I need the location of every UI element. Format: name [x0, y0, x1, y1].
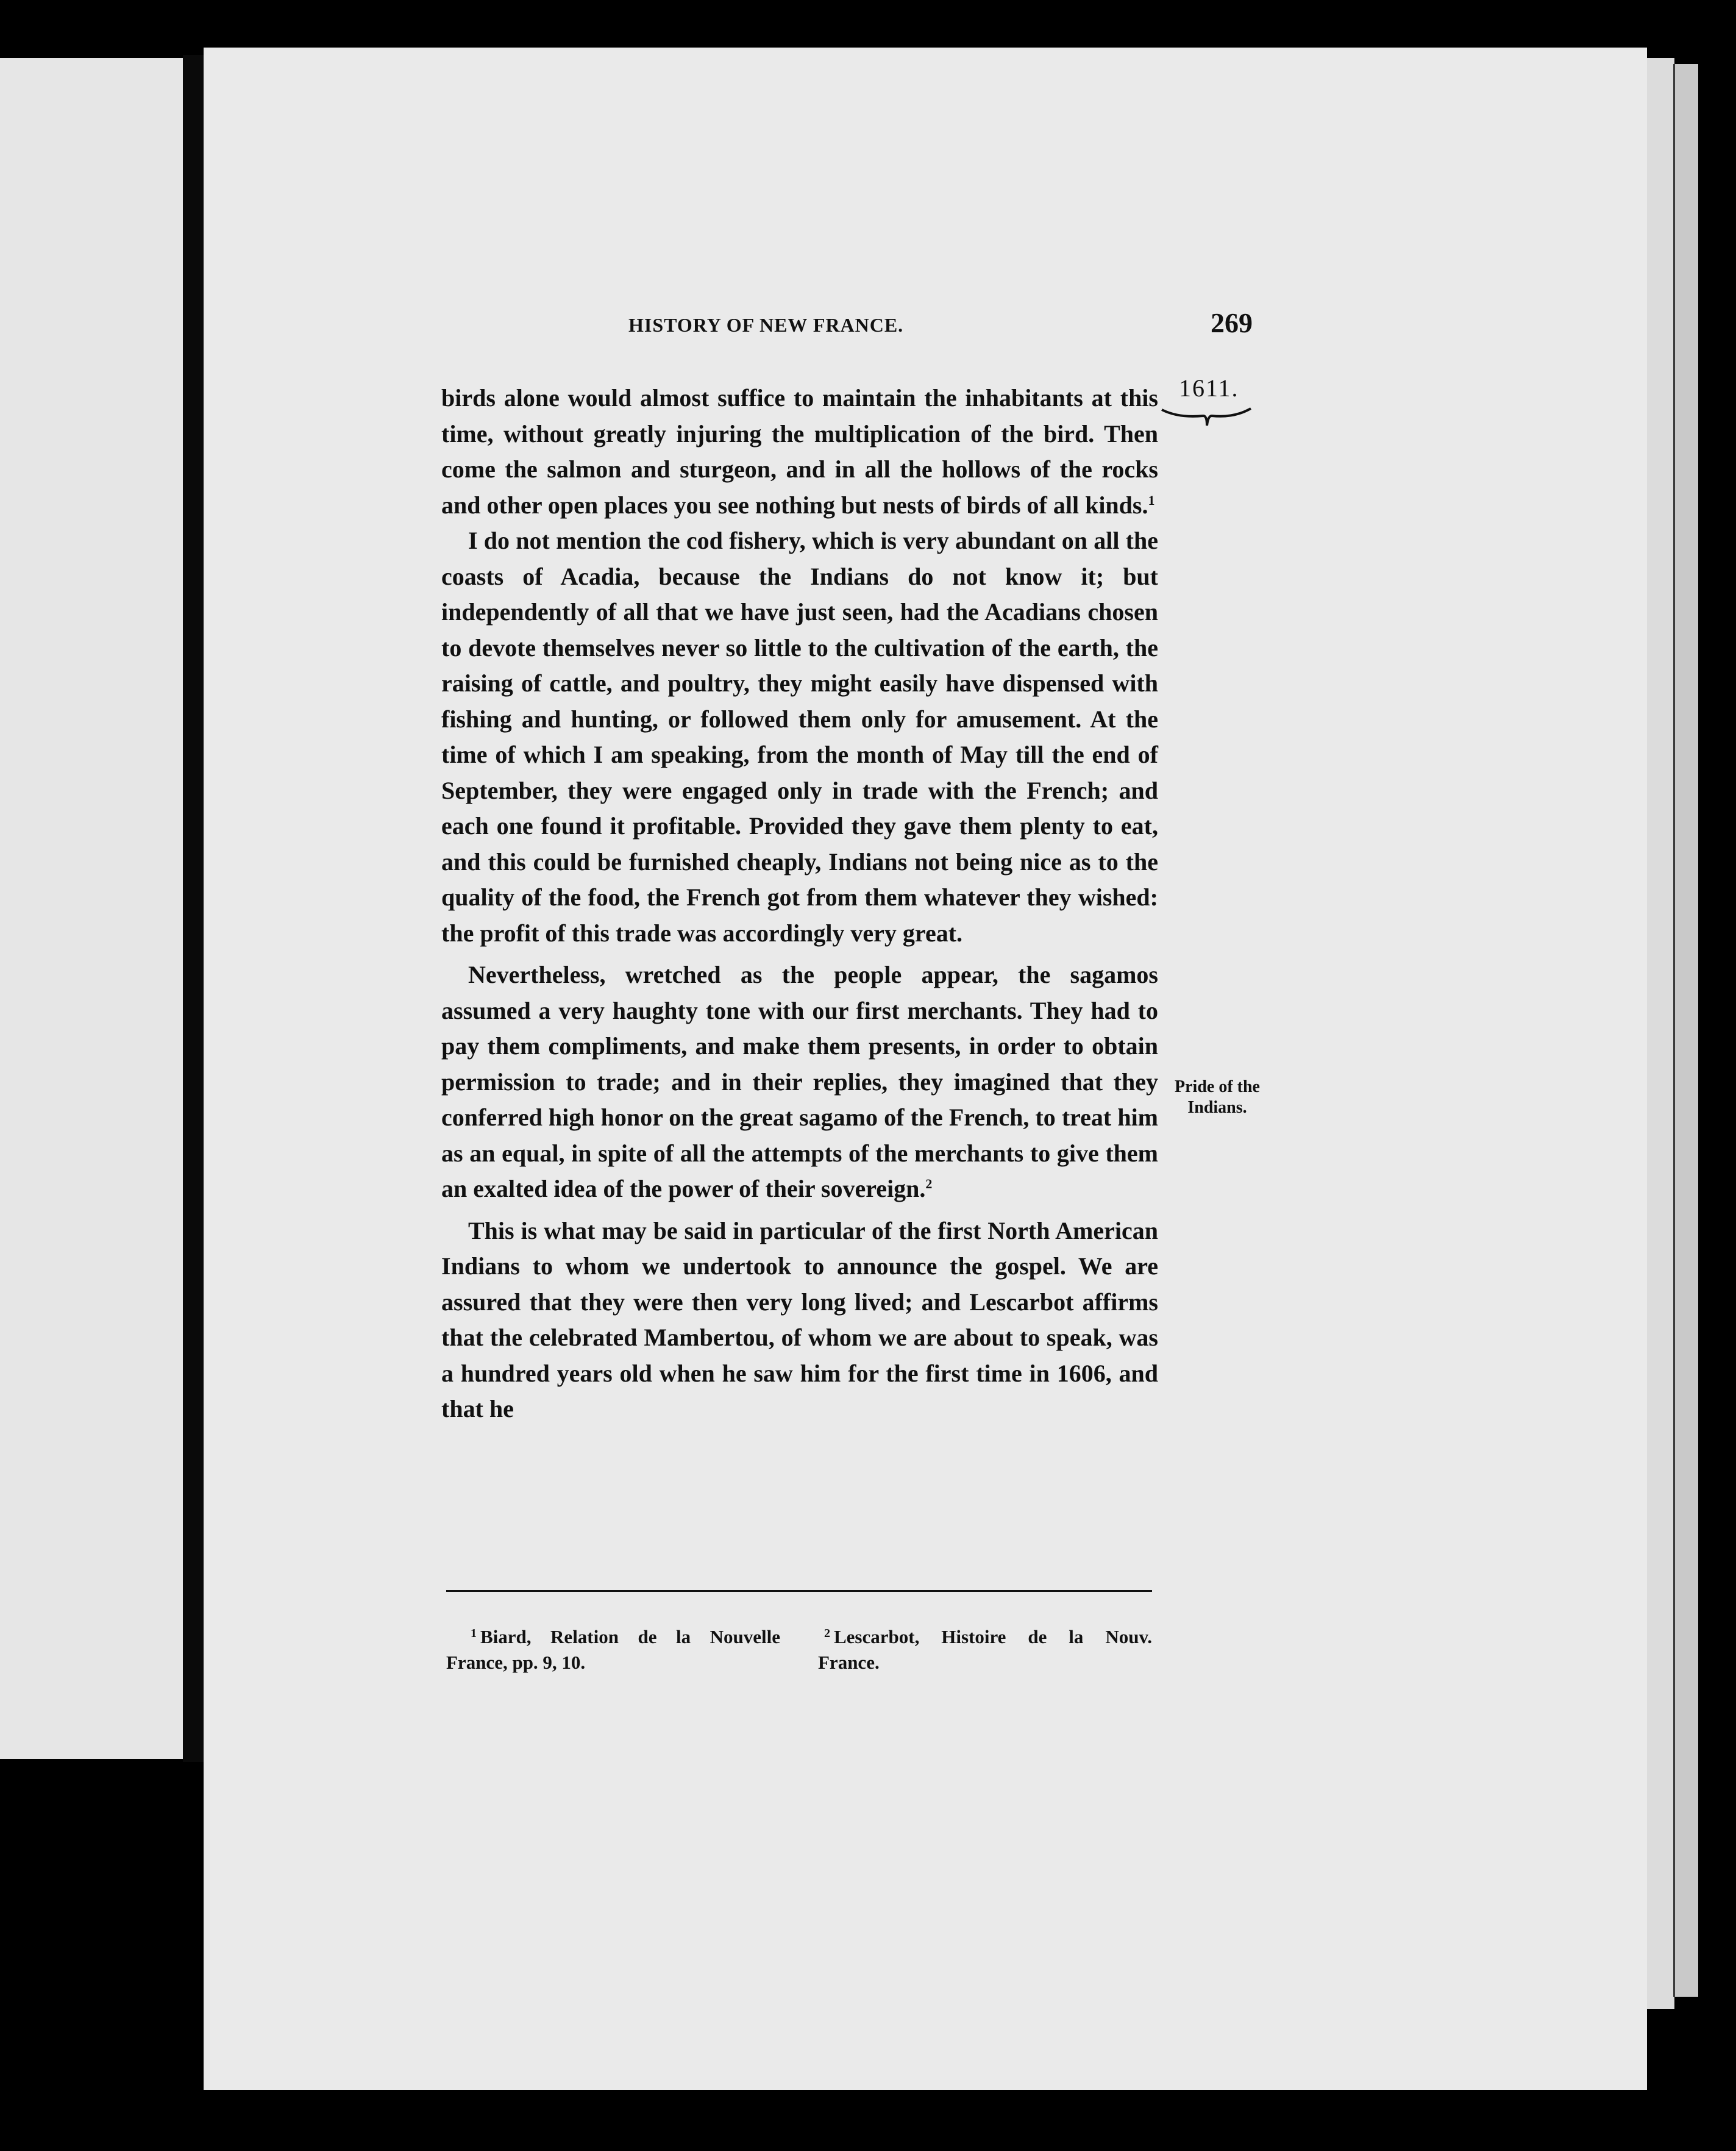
body-text — [441, 380, 1158, 1427]
page-edges-outer — [1673, 64, 1698, 1997]
paragraph-4: This is what may be said in particular of the first North American Indians to whom we undertook to announce the gospel. We are assured that they were then very long lived; and Lescarbot affirms that the celebrated Mambertou, of whom we are about to speak, was a hundred years old when he saw him for the first time in 1606, and that he — [441, 1216, 1158, 1422]
paragraph-3 — [441, 957, 1158, 1207]
footnotes — [446, 1621, 1152, 1675]
paragraph-1-text: birds alone would almost suffice to maintain the inhabitants at this time, without greatly injuring the multiplication of the bird. Then come the salmon and sturgeon, and in all the hollows of the rocks and other open places you see nothing but nests of birds of all kinds. — [441, 384, 1158, 519]
footnote-2-line-1 — [818, 1621, 1152, 1650]
sidenote-line-1: Pride of the — [1175, 1077, 1260, 1096]
footnote-rule — [446, 1590, 1152, 1592]
footnote-2-line-2: France. — [818, 1652, 880, 1673]
paragraph-1 — [441, 380, 1158, 523]
book-spine-shadow — [183, 55, 204, 1762]
footnote-ref-1: 1 — [1148, 492, 1155, 508]
footnote-1-line-2: France, pp. 9, 10. — [446, 1652, 586, 1673]
page-edges — [1646, 58, 1674, 2009]
right-page — [204, 48, 1647, 2090]
paragraph-2: I do not mention the cod fishery, which is very abundant on all the coasts of Acadia, because the Indians do not know it; but independently of all that we have just seen, had the Acadians chosen to devote themselves never so little to the cultivation of the earth, the raising of cattle, and poultry, they might easily have dispensed with fishing and hunting, or followed them only for amusement. At the time of which I am speaking, from the month of May till the end of September, they were engaged only in trade with the French; and each one found it profitable. Provided they gave them plenty to eat, and this could be furnished cheaply, Indians not being nice as to the quality of the food, the French got from them whatever they wished: the profit of this trade was accordingly very great. — [441, 527, 1158, 947]
left-page-fragment — [0, 58, 183, 1759]
paragraph-3-text: Nevertheless, wretched as the people appear, the sagamos assumed a very haughty tone with our first merchants. They had to pay them compliments, and make them presents, in order to obtain permission to trade; and in their replies, they imagined that they conferred high honor on the great sagamo of the French, to treat him as an equal, in spite of all the attempts of the merchants to give them an exalted idea of the power of their sovereign. — [441, 961, 1158, 1202]
footnote-2-text: Lescarbot, Histoire de la Nouv. — [834, 1626, 1152, 1647]
running-head: HISTORY OF NEW FRANCE. — [628, 314, 904, 336]
margin-year: 1611. — [1179, 374, 1239, 402]
footnote-1-text: Biard, Relation de la Nouvelle — [480, 1626, 780, 1647]
footnote-2-number: 2 — [824, 1627, 830, 1640]
margin-brace-icon — [1161, 405, 1252, 429]
sidenote-line-2: Indians. — [1187, 1098, 1247, 1117]
margin-sidenote — [1159, 1077, 1275, 1118]
footnote-1-number: 1 — [471, 1627, 477, 1640]
footnote-1-line-1 — [446, 1621, 780, 1650]
footnote-2 — [818, 1621, 1152, 1675]
page-number: 269 — [1211, 307, 1253, 338]
footnote-1 — [446, 1621, 780, 1675]
page-content — [204, 48, 1647, 2090]
footnote-ref-2: 2 — [925, 1176, 933, 1191]
